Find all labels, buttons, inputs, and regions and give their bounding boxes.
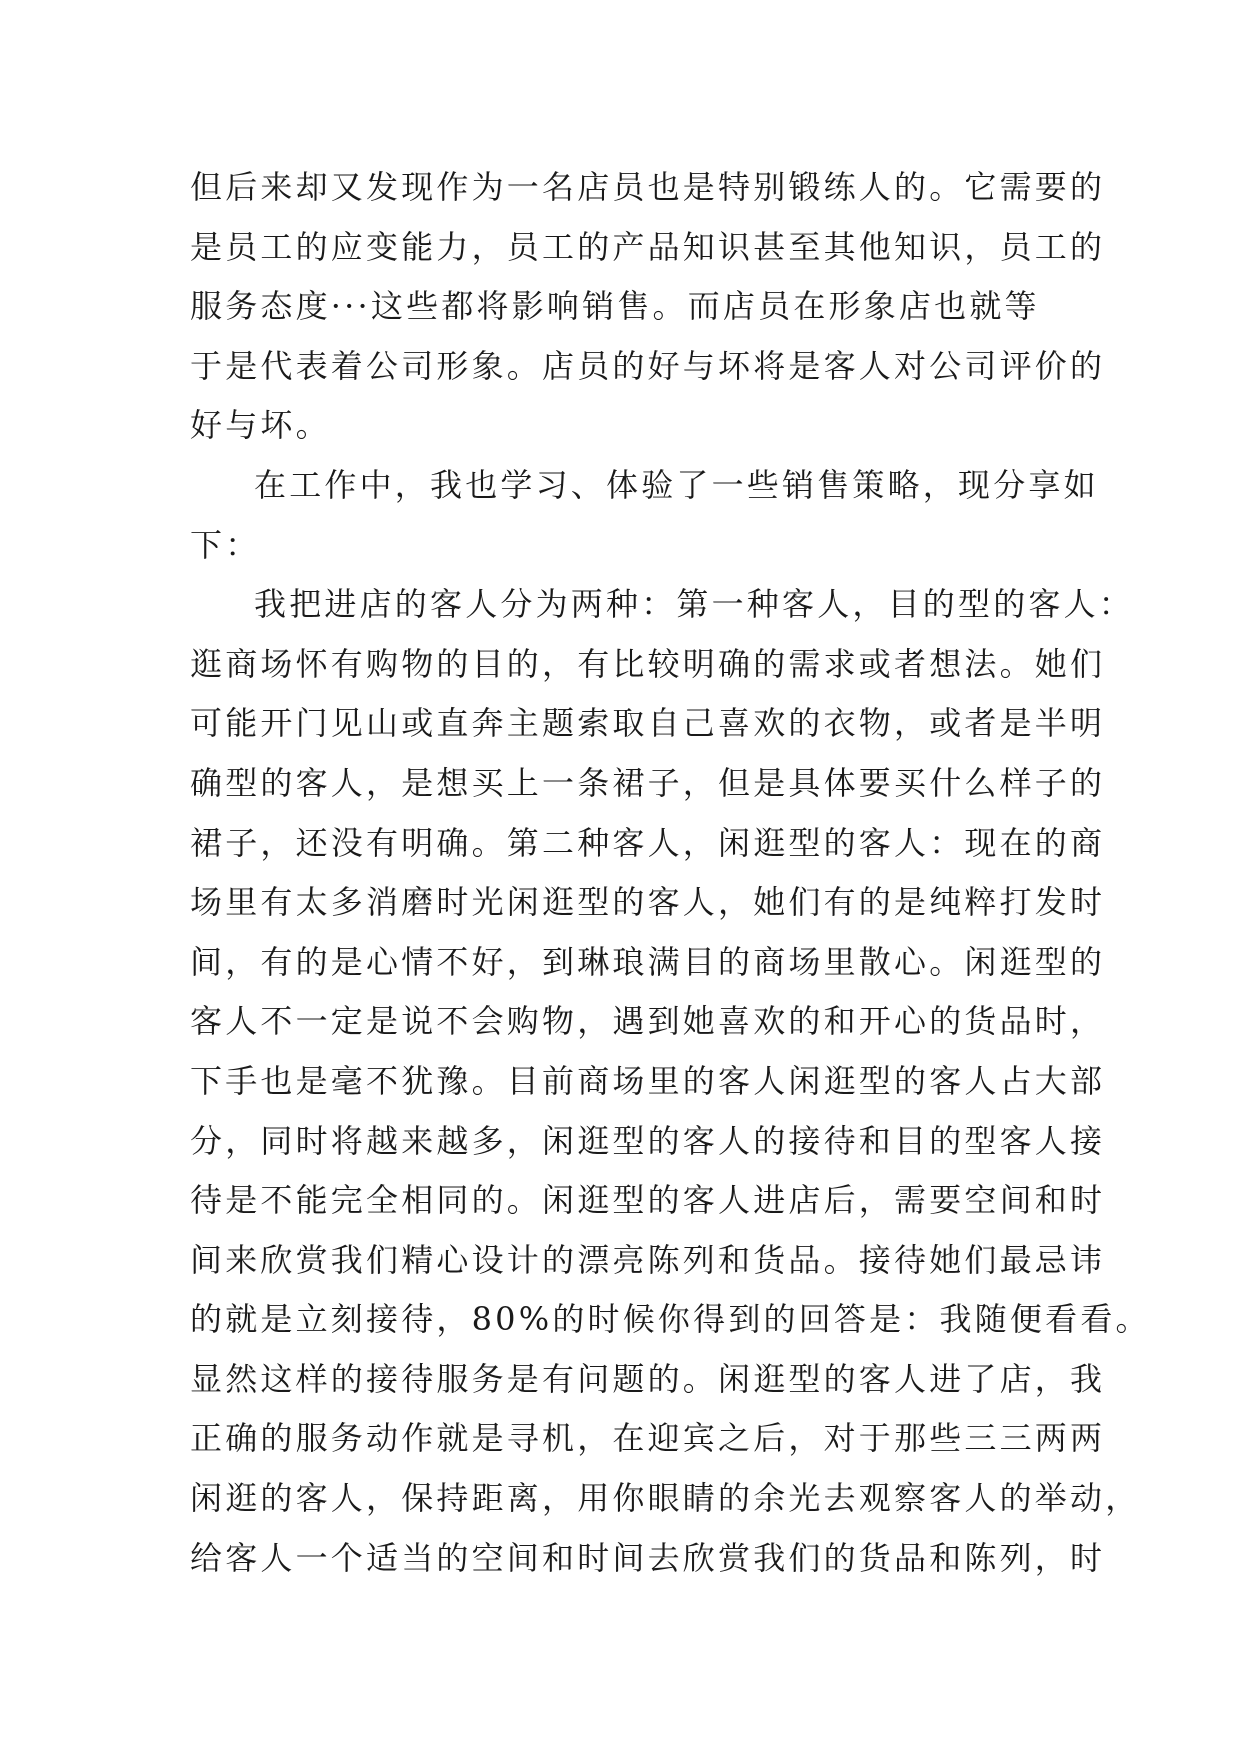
text-line: 给客人一个适当的空间和时间去欣赏我们的货品和陈列，时 [190,1538,1106,1577]
document-body [190,158,1151,1588]
text-line: 客人不一定是说不会购物，遇到她喜欢的和开心的货品时， [190,1002,1106,1041]
text-line: 是员工的应变能力，员工的产品知识甚至其他知识，员工的 [190,227,1106,266]
text-line: 显然这样的接待服务是有问题的。闲逛型的客人进了店，我 [190,1359,1106,1398]
text-line: 服务态度···这些都将影响销售。而店员在形象店也就等 [190,287,1040,326]
text-line: 间来欣赏我们精心设计的漂亮陈列和货品。接待她们最忌讳 [190,1240,1106,1279]
text-line: 闲逛的客人，保持距离，用你眼睛的余光去观察客人的举动， [190,1479,1141,1518]
text-line: 逛商场怀有购物的目的，有比较明确的需求或者想法。她们 [190,644,1106,683]
text-line: 场里有太多消磨时光闲逛型的客人，她们有的是纯粹打发时 [190,883,1106,922]
text-line: 下： [190,525,261,564]
text-line: 于是代表着公司形象。店员的好与坏将是客人对公司评价的 [190,346,1106,385]
text-line: 下手也是毫不犹豫。目前商场里的客人闲逛型的客人占大部 [190,1061,1106,1100]
text-line: 裙子，还没有明确。第二种客人，闲逛型的客人：现在的商 [190,823,1106,862]
text-line: 可能开门见山或直奔主题索取自己喜欢的衣物，或者是半明 [190,704,1106,743]
text-line: 在工作中，我也学习、体验了一些销售策略，现分享如 [254,465,1099,504]
text-line: 正确的服务动作就是寻机，在迎宾之后，对于那些三三两两 [190,1419,1106,1458]
text-line: 间，有的是心情不好，到琳琅满目的商场里散心。闲逛型的 [190,942,1106,981]
text-line: 的就是立刻接待，80%的时候你得到的回答是：我随便看看。 [190,1300,1151,1339]
text-line: 但后来却又发现作为一名店员也是特别锻练人的。它需要的 [190,168,1106,206]
text-line: 待是不能完全相同的。闲逛型的客人进店后，需要空间和时 [190,1181,1106,1220]
text-line: 确型的客人，是想买上一条裙子，但是具体要买什么样子的 [190,763,1106,802]
text-line: 好与坏。 [190,406,331,445]
text-line: 分，同时将越来越多，闲逛型的客人的接待和目的型客人接 [190,1121,1106,1160]
text-line: 我把进店的客人分为两种：第一种客人，目的型的客人： [254,585,1135,624]
